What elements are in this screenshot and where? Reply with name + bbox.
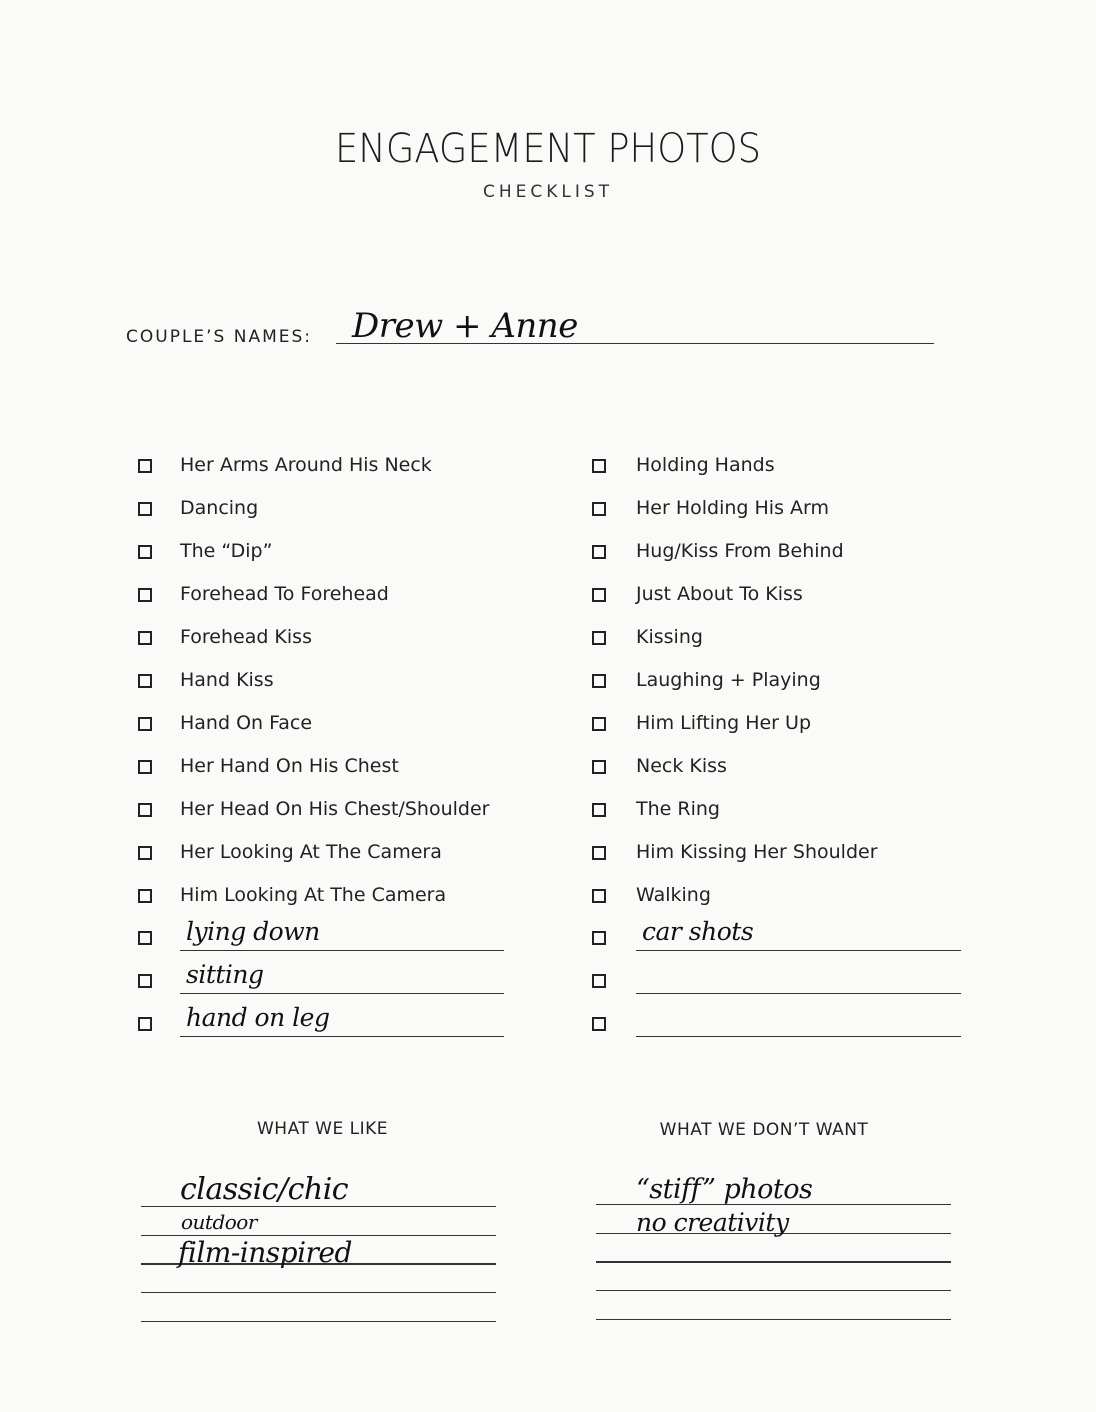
checkbox[interactable]	[138, 502, 152, 516]
dislike-note[interactable]: “stiff” photos	[636, 1174, 813, 1205]
write-in-line	[180, 1036, 504, 1037]
checklist-blank-item[interactable]	[138, 1003, 330, 1039]
checkbox[interactable]	[592, 631, 606, 645]
checklist-item-label: The “Dip”	[180, 540, 273, 562]
checkbox[interactable]	[592, 459, 606, 473]
checklist-item-label: Her Looking At The Camera	[180, 841, 442, 863]
write-in-text[interactable]: hand on leg	[186, 1003, 330, 1032]
checkbox[interactable]	[138, 674, 152, 688]
checkbox[interactable]	[592, 889, 606, 903]
checkbox[interactable]	[592, 674, 606, 688]
checkbox[interactable]	[592, 1017, 606, 1031]
checklist-item[interactable]	[138, 580, 389, 610]
checklist-item[interactable]	[138, 795, 490, 825]
checklist-item-label: Him Looking At The Camera	[180, 884, 447, 906]
checkbox[interactable]	[592, 545, 606, 559]
checklist-item[interactable]	[592, 580, 803, 610]
checklist-blank-item[interactable]	[592, 966, 606, 996]
checklist-item-label: Her Hand On His Chest	[180, 755, 399, 777]
checklist-item[interactable]	[138, 709, 313, 739]
checkbox[interactable]	[138, 717, 152, 731]
dislike-note[interactable]: no creativity	[636, 1208, 789, 1237]
checklist-item-label: Forehead Kiss	[180, 626, 312, 648]
checklist-item[interactable]	[592, 709, 811, 739]
checklist-item-label: Hand On Face	[180, 712, 313, 734]
write-in-line	[180, 950, 504, 951]
checkbox[interactable]	[138, 459, 152, 473]
notes-line	[596, 1319, 951, 1320]
checkbox[interactable]	[592, 588, 606, 602]
notes-line	[596, 1290, 951, 1291]
checklist-item-label: Neck Kiss	[636, 755, 727, 777]
checkbox[interactable]	[138, 931, 152, 945]
checkbox[interactable]	[592, 760, 606, 774]
checklist-blank-item[interactable]	[592, 917, 754, 953]
checkbox[interactable]	[592, 931, 606, 945]
checklist-item-label: Dancing	[180, 497, 259, 519]
checklist-item-label: Her Head On His Chest/Shoulder	[180, 798, 490, 820]
checklist-item-label: Him Kissing Her Shoulder	[636, 841, 878, 863]
checklist-item-label: Hand Kiss	[180, 669, 274, 691]
checkbox[interactable]	[138, 760, 152, 774]
checklist-item-label: Her Arms Around His Neck	[180, 454, 432, 476]
checklist-blank-item[interactable]	[138, 917, 320, 953]
checklist-item-label: Kissing	[636, 626, 703, 648]
like-note[interactable]: film-inspired	[178, 1236, 352, 1269]
checkbox[interactable]	[592, 974, 606, 988]
page-subtitle: CHECKLIST	[482, 182, 614, 202]
write-in-line	[636, 993, 961, 994]
checkbox[interactable]	[592, 502, 606, 516]
checklist-item[interactable]	[138, 752, 399, 782]
checkbox[interactable]	[592, 803, 606, 817]
checklist-item[interactable]	[592, 881, 711, 911]
checkbox[interactable]	[138, 545, 152, 559]
checkbox[interactable]	[138, 974, 152, 988]
what-we-like-title: WHAT WE LIKE	[256, 1119, 389, 1139]
couple-names-value[interactable]: Drew + Anne	[352, 306, 578, 346]
notes-line	[141, 1292, 496, 1293]
checklist-item[interactable]	[138, 451, 432, 481]
write-in-line	[180, 993, 504, 994]
checkbox[interactable]	[138, 803, 152, 817]
checklist-item[interactable]	[592, 623, 703, 653]
what-we-dont-want-title: WHAT WE DON’T WANT	[659, 1120, 869, 1140]
checkbox[interactable]	[592, 846, 606, 860]
checklist-item-label: Hug/Kiss From Behind	[636, 540, 844, 562]
checklist-item-label: Her Holding His Arm	[636, 497, 829, 519]
checkbox[interactable]	[138, 846, 152, 860]
checklist-item[interactable]	[138, 881, 447, 911]
checklist-item[interactable]	[592, 666, 821, 696]
write-in-text[interactable]: car shots	[642, 917, 754, 946]
checkbox[interactable]	[138, 889, 152, 903]
like-note[interactable]: classic/chic	[180, 1172, 349, 1207]
checklist-item[interactable]	[592, 752, 727, 782]
checkbox[interactable]	[592, 717, 606, 731]
checklist-item[interactable]	[138, 537, 273, 567]
notes-line	[141, 1321, 496, 1322]
like-note[interactable]: outdoor	[181, 1210, 257, 1234]
checklist-item-label: Laughing + Playing	[636, 669, 821, 691]
notes-line	[596, 1261, 951, 1263]
checklist-item-label: Forehead To Forehead	[180, 583, 389, 605]
write-in-text[interactable]: sitting	[186, 960, 264, 989]
couple-names-label: COUPLE’S NAMES:	[126, 327, 313, 347]
checklist-item[interactable]	[592, 537, 844, 567]
checklist-item-label: Him Lifting Her Up	[636, 712, 811, 734]
checklist-item[interactable]	[138, 623, 312, 653]
checklist-item[interactable]	[138, 666, 274, 696]
write-in-line	[636, 950, 961, 951]
write-in-text[interactable]: lying down	[186, 917, 320, 946]
checklist-item[interactable]	[592, 838, 878, 868]
checklist-item-label: Just About To Kiss	[636, 583, 803, 605]
checklist-item-label: Holding Hands	[636, 454, 775, 476]
checklist-item[interactable]	[592, 494, 829, 524]
checklist-blank-item[interactable]	[138, 960, 264, 996]
checklist-item[interactable]	[138, 838, 442, 868]
checklist-item[interactable]	[138, 494, 259, 524]
checklist-item[interactable]	[592, 451, 775, 481]
checkbox[interactable]	[138, 588, 152, 602]
checklist-item-label: The Ring	[636, 798, 720, 820]
page-title: ENGAGEMENT PHOTOS	[335, 126, 761, 172]
checkbox[interactable]	[138, 631, 152, 645]
checkbox[interactable]	[138, 1017, 152, 1031]
checklist-blank-item[interactable]	[592, 1009, 606, 1039]
checklist-item-label: Walking	[636, 884, 711, 906]
write-in-line	[636, 1036, 961, 1037]
checklist-item[interactable]	[592, 795, 720, 825]
